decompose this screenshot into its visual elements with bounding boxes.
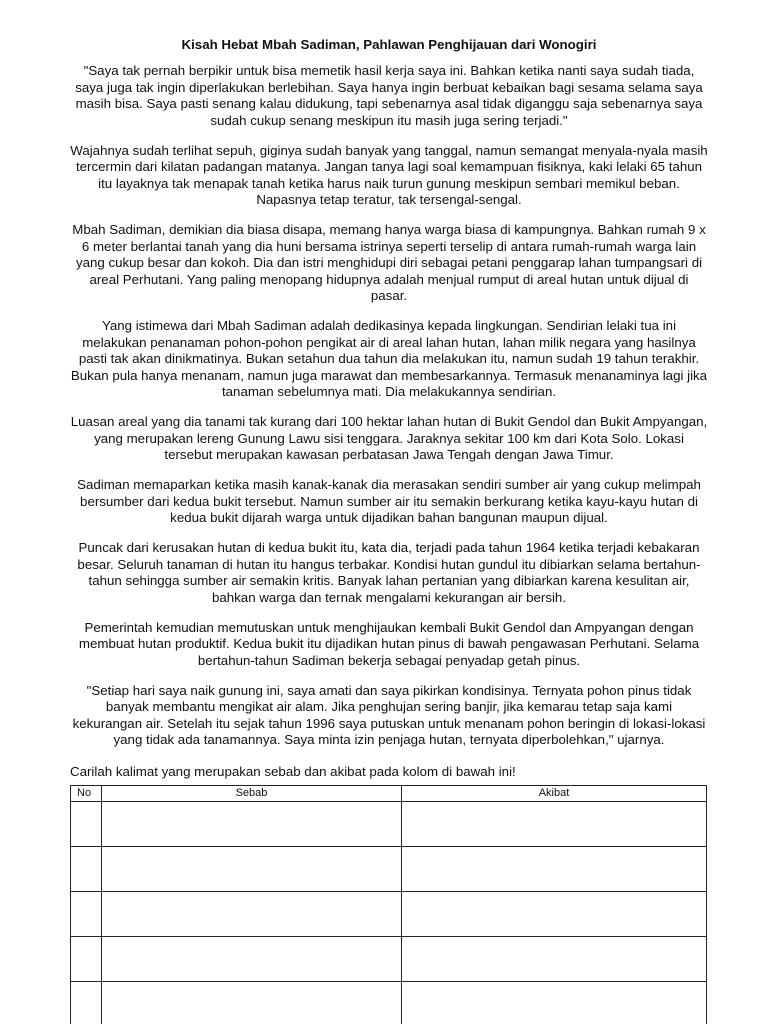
document-title: Kisah Hebat Mbah Sadiman, Pahlawan Penghijauan dari Wonogiri	[181, 37, 597, 52]
paragraph-background: Mbah Sadiman, demikian dia biasa disapa, memang hanya warga biasa di kampungnya. Bahkan rumah 9 x 6 meter berlantai tanah yang dia huni bersama istrinya seperti terselip di antara rumah-rumah warga lain yang cukup besar dan kokoh. Dia dan istri menghidupi diri sebagai petani penggarap lahan tumpangsari di areal Perhutani. Yang paling menopang hidupnya adalah menjual rumput di areal hutan untuk dijual di pasar.	[72, 222, 706, 303]
table-row	[71, 936, 707, 981]
cell-akibat[interactable]	[402, 801, 707, 846]
header-sebab: Sebab	[102, 785, 402, 801]
header-no: No	[71, 785, 102, 801]
cause-effect-table	[70, 785, 707, 1024]
cell-no[interactable]	[71, 936, 102, 981]
table-header-row	[71, 785, 707, 801]
cell-no[interactable]	[71, 891, 102, 936]
paragraph-dedication: Yang istimewa dari Mbah Sadiman adalah dedikasinya kepada lingkungan. Sendirian lelaki tua ini melakukan penanaman pohon-pohon pengikat air di areal lahan hutan, lahan milik negara yang hasilnya pasti tak akan dinikmatinya. Bukan setahun dua tahun dia melakukan itu, namun sudah 19 tahun terakhir. Bukan pula hanya menanam, namun juga marawat dan membesarkannya. Termasuk menanaminya lagi jika tanaman sebelumnya mati. Dia melakukannya sendirian.	[70, 318, 708, 399]
cell-akibat[interactable]	[402, 891, 707, 936]
cell-no[interactable]	[71, 801, 102, 846]
cell-sebab[interactable]	[102, 891, 402, 936]
paragraph-government: Pemerintah kemudian memutuskan untuk menghijaukan kembali Bukit Gendol dan Ampyangan dengan membuat hutan produktif. Kedua bukit itu dijadikan hutan pinus di bawah pengawasan Perhutani. Selama bertahun-tahun Sadiman bekerja sebagai penyadap getah pinus.	[78, 619, 700, 668]
table-row	[71, 981, 707, 1024]
paragraph-description: Wajahnya sudah terlihat sepuh, giginya sudah banyak yang tanggal, namun semangat menyala-nyala masih tercermin dari kilatan padangan matanya. Jangan tanya lagi soal kemampuan fisiknya, kaki lelaki 65 tahun itu layaknya tak menapak tanah ketika harus naik turun gunung meskipun sembari memikul beban. Napasnya tetap teratur, tak tersengal-sengal.	[70, 142, 708, 207]
table-row	[71, 846, 707, 891]
cell-no[interactable]	[71, 981, 102, 1024]
cell-no[interactable]	[71, 846, 102, 891]
question-instruction: Carilah kalimat yang merupakan sebab dan akibat pada kolom di bawah ini!	[70, 763, 516, 779]
cell-sebab[interactable]	[102, 936, 402, 981]
paragraph-quote-intro: "Saya tak pernah berpikir untuk bisa memetik hasil kerja saya ini. Bahkan ketika nanti saya sudah tiada, saya juga tak ingin diperlakukan berlebihan. Saya hanya ingin berbuat kebaikan bagi sesama selama saya masih bisa. Saya pasti senang kalau didukung, tapi sebenarnya asal tidak diganggu saja sebenarnya saya sudah cukup senang meskipun itu masih juga sering terjadi."	[75, 63, 703, 128]
cell-sebab[interactable]	[102, 801, 402, 846]
cell-sebab[interactable]	[102, 981, 402, 1024]
cell-akibat[interactable]	[402, 846, 707, 891]
paragraph-location: Luasan areal yang dia tanami tak kurang dari 100 hektar lahan hutan di Bukit Gendol dan Bukit Ampyangan, yang merupakan lereng Gunung Lawu sisi tenggara. Jaraknya sekitar 100 km dari Kota Solo. Lokasi tersebut merupakan kawasan perbatasan Jawa Tengah dengan Jawa Timur.	[70, 414, 708, 462]
table-row	[71, 891, 707, 936]
paragraph-childhood: Sadiman memaparkan ketika masih kanak-kanak dia merasakan sendiri sumber air yang cukup melimpah bersumber dari kedua bukit tersebut. Namun sumber air itu semakin berkurang ketika kayu-kayu hutan di kedua bukit dijarah warga untuk dijadikan bahan bangunan maupun dijual.	[77, 477, 701, 525]
paragraph-quote-closing: "Setiap hari saya naik gunung ini, saya amati dan saya pikirkan kondisinya. Ternyata pohon pinus tidak banyak membantu mengikat air alam. Jika penghujan sering banjir, jika kemarau tetap saja kami kekurangan air. Setelah itu sejak tahun 1996 saya putuskan untuk menanam pohon beringin di lokasi-lokasi yang tidak ada tanamannya. Saya minta izin penjaga hutan, ternyata diperbolehkan," ujarnya.	[72, 682, 706, 747]
cell-akibat[interactable]	[402, 981, 707, 1024]
cell-sebab[interactable]	[102, 846, 402, 891]
header-akibat: Akibat	[402, 785, 707, 801]
table-row	[71, 801, 707, 846]
paragraph-fire: Puncak dari kerusakan hutan di kedua bukit itu, kata dia, terjadi pada tahun 1964 ketika terjadi kebakaran besar. Seluruh tanaman di hutan itu hangus terbakar. Kondisi hutan gundul itu dibiarkan selama bertahun-tahun sehingga sumber air semakin kritis. Banyak lahan pertanian yang dibiarkan karena kesulitan air, bahkan warga dan ternak mengalami kekurangan air bersih.	[77, 540, 701, 605]
cell-akibat[interactable]	[402, 936, 707, 981]
